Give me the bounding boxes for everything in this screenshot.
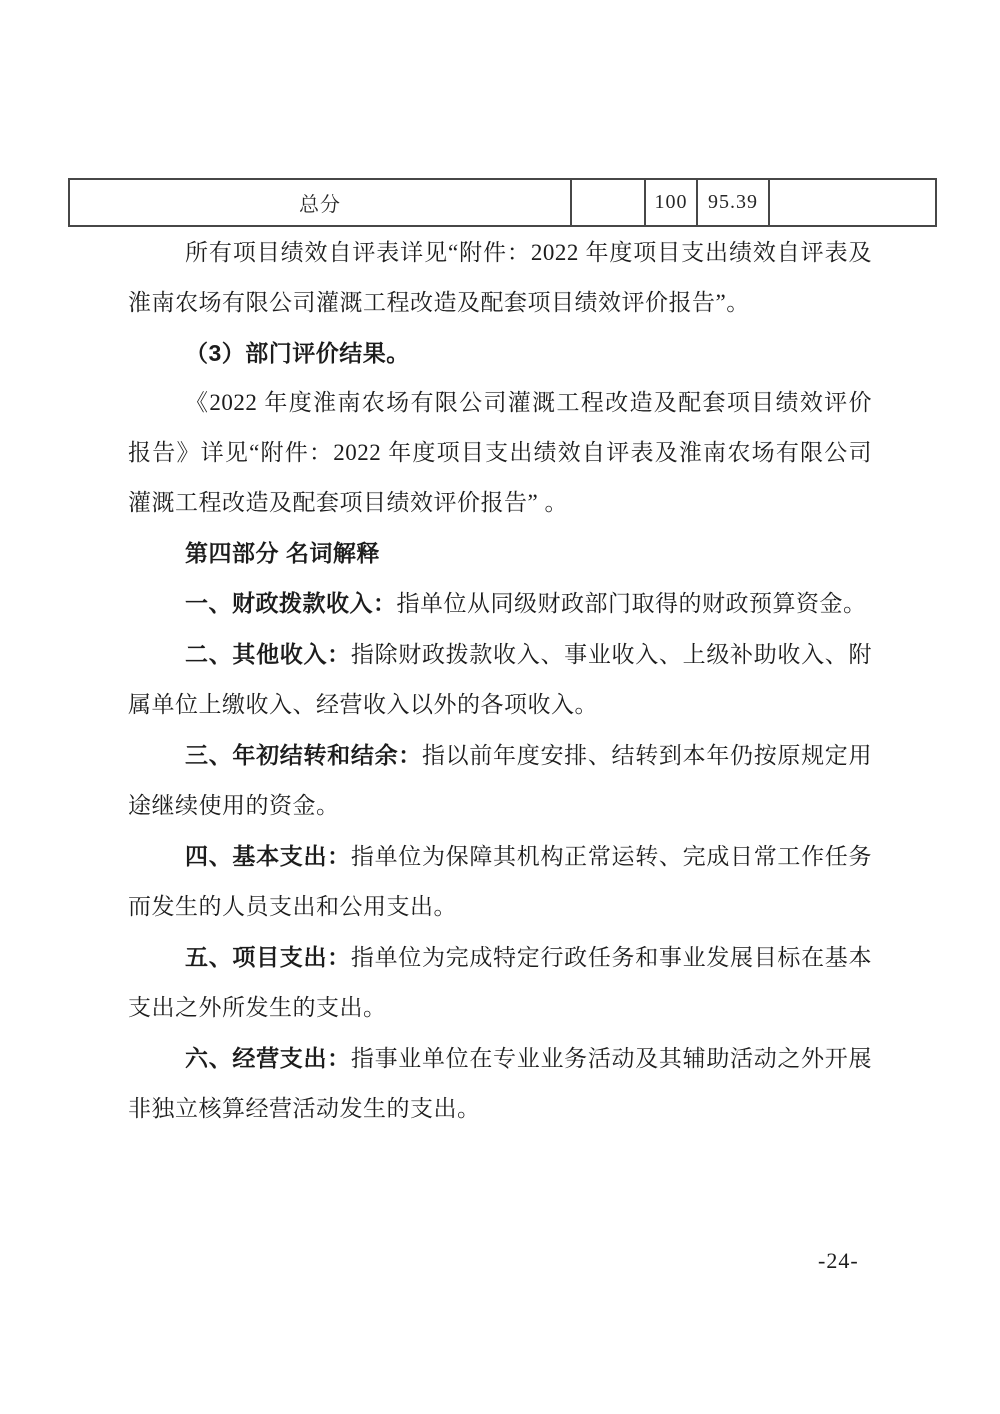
term-lead-fiscal-appropriation-income: 一、财政拨款收入： — [185, 590, 397, 616]
table-cell-total-label: 总分 — [69, 179, 571, 226]
paragraph-term-5 — [128, 932, 872, 1033]
paragraph-term-1 — [128, 578, 872, 629]
term-body: 指以前年度安排、结转到本年仍按原规定用途继续使用的资金。 — [128, 743, 873, 818]
term-lead-basic-expenditure: 四、基本支出： — [185, 843, 351, 869]
section-heading-glossary: 第四部分 名词解释 — [185, 540, 380, 566]
term-lead-carryover-balance: 三、年初结转和结余： — [185, 742, 422, 768]
term-body: 指单位从同级财政部门取得的财政预算资金。 — [396, 591, 867, 616]
term-body: 指除财政拨款收入、事业收入、上级补助收入、附属单位上缴收入、经营收入以外的各项收入。 — [128, 642, 872, 717]
paragraph-dept-report: 《2022 年度淮南农场有限公司灌溉工程改造及配套项目绩效评价报告》详见“附件：2022 年度项目支出绩效自评表及淮南农场有限公司灌溉工程改造及配套项目绩效评价报告” 。 — [128, 390, 872, 515]
score-table — [68, 178, 937, 227]
table-cell-final-score: 95.39 — [697, 179, 769, 226]
table-cell-empty-2 — [769, 179, 936, 226]
page-number: -24- — [818, 1248, 859, 1273]
paragraph-term-2 — [128, 629, 872, 730]
paragraph-term-3 — [128, 730, 872, 831]
table-cell-max-score: 100 — [645, 179, 697, 226]
table-cell-empty-1 — [571, 179, 645, 226]
paragraph-term-4 — [128, 831, 872, 932]
term-body: 指单位为保障其机构正常运转、完成日常工作任务而发生的人员支出和公用支出。 — [128, 844, 872, 919]
table-row-total — [69, 179, 936, 226]
term-body: 指单位为完成特定行政任务和事业发展目标在基本支出之外所发生的支出。 — [128, 945, 872, 1020]
paragraph-self-eval-attachment: 所有项目绩效自评表详见“附件：2022 年度项目支出绩效自评表及淮南农场有限公司灌溉工程改造及配套项目绩效评价报告”。 — [128, 240, 872, 315]
term-body: 指事业单位在专业业务活动及其辅助活动之外开展非独立核算经营活动发生的支出。 — [128, 1046, 872, 1121]
term-lead-operating-expenditure: 六、经营支出： — [185, 1045, 351, 1071]
document-text-body — [128, 228, 872, 1134]
paragraph-term-6 — [128, 1033, 872, 1134]
term-lead-project-expenditure: 五、项目支出： — [185, 944, 351, 970]
term-lead-other-income: 二、其他收入： — [185, 641, 351, 667]
heading-dept-evaluation-result: （3）部门评价结果。 — [185, 340, 410, 366]
